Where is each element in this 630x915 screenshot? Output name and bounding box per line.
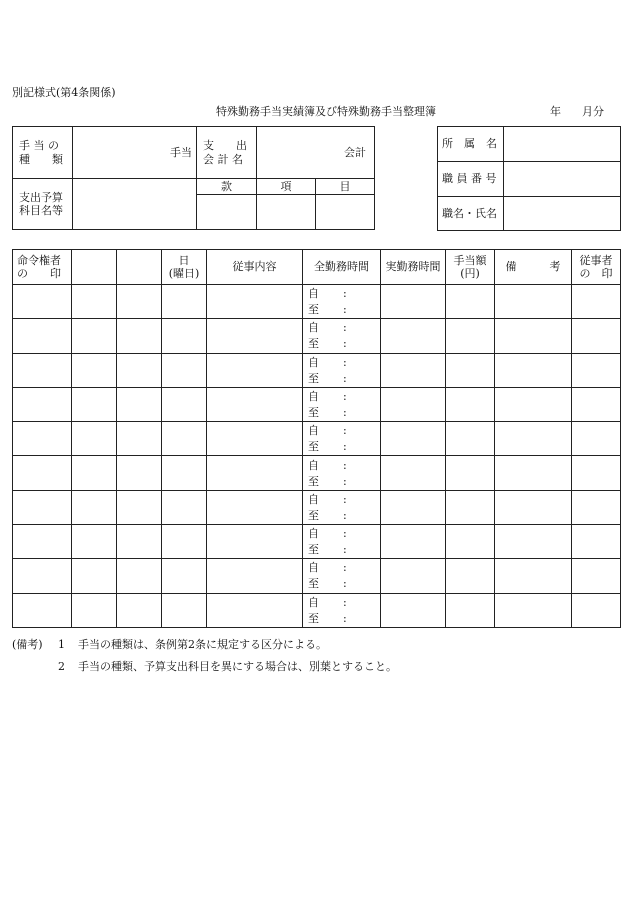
day-cell[interactable] — [162, 353, 207, 387]
approver-seal-cell[interactable] — [13, 387, 72, 421]
moku-field[interactable] — [316, 195, 375, 230]
allowance-amount-cell[interactable] — [446, 525, 495, 559]
blank-cell-1[interactable] — [72, 525, 117, 559]
actual-hours-cell[interactable] — [381, 319, 446, 353]
from-label: 自 — [308, 458, 319, 472]
actual-hours-cell[interactable] — [381, 422, 446, 456]
from-colon: : — [343, 595, 347, 609]
duty-content-cell[interactable] — [207, 387, 303, 421]
table-row — [13, 319, 621, 353]
to-colon: : — [343, 303, 347, 317]
to-colon: : — [343, 577, 347, 591]
notes-label: (備考) — [12, 638, 43, 651]
duty-content-cell[interactable] — [207, 593, 303, 627]
to-label: 至 — [308, 577, 319, 591]
duty-content-cell[interactable] — [207, 285, 303, 319]
record-table — [12, 249, 621, 628]
note-1-text: 手当の種類は、条例第2条に規定する区分による。 — [78, 638, 327, 651]
table-row — [13, 559, 621, 593]
approver-seal-cell[interactable] — [13, 490, 72, 524]
total-hours-cell[interactable] — [303, 593, 381, 627]
actual-hours-cell[interactable] — [381, 593, 446, 627]
worker-seal-cell[interactable] — [572, 456, 621, 490]
allowance-type-label: 手 当 の 種 類 — [13, 127, 73, 179]
actual-hours-cell[interactable] — [381, 490, 446, 524]
table-row — [13, 525, 621, 559]
expenditure-account-field[interactable] — [257, 127, 375, 179]
header-blank-2 — [117, 250, 162, 285]
approver-seal-cell[interactable] — [13, 559, 72, 593]
from-colon: : — [343, 321, 347, 335]
from-label: 自 — [308, 287, 319, 301]
from-colon: : — [343, 424, 347, 438]
budget-item-label: 支出予算 科目名等 — [13, 179, 73, 230]
from-label: 自 — [308, 389, 319, 403]
remarks-cell[interactable] — [495, 422, 572, 456]
from-colon: : — [343, 527, 347, 541]
total-hours-cell[interactable] — [303, 559, 381, 593]
allowance-amount-cell[interactable] — [446, 456, 495, 490]
duty-content-cell[interactable] — [207, 353, 303, 387]
worker-seal-cell[interactable] — [572, 593, 621, 627]
day-cell[interactable] — [162, 422, 207, 456]
to-colon: : — [343, 337, 347, 351]
worker-seal-cell[interactable] — [572, 285, 621, 319]
total-hours-cell[interactable] — [303, 525, 381, 559]
approver-seal-cell[interactable] — [13, 593, 72, 627]
actual-hours-cell[interactable] — [381, 285, 446, 319]
header-allowance-amount: 手当額 (円) — [446, 250, 495, 285]
blank-cell-2[interactable] — [117, 387, 162, 421]
header-worker-seal: 従事者 の 印 — [572, 250, 621, 285]
day-cell[interactable] — [162, 319, 207, 353]
actual-hours-cell[interactable] — [381, 559, 446, 593]
approver-seal-cell[interactable] — [13, 319, 72, 353]
day-cell[interactable] — [162, 490, 207, 524]
table-row — [13, 490, 621, 524]
total-hours-cell[interactable] — [303, 456, 381, 490]
note-1 — [12, 634, 397, 656]
blank-cell-1[interactable] — [72, 593, 117, 627]
allowance-amount-cell[interactable] — [446, 285, 495, 319]
position-name-label: 職名・氏名 — [438, 197, 504, 231]
blank-cell-2[interactable] — [117, 525, 162, 559]
day-cell[interactable] — [162, 593, 207, 627]
note-1-number: 1 — [58, 638, 65, 651]
note-2-text: 手当の種類、予算支出科目を異にする場合は、別葉とすること。 — [78, 660, 397, 673]
month-label: 月分 — [582, 105, 604, 118]
worker-seal-cell[interactable] — [572, 387, 621, 421]
blank-cell-2[interactable] — [117, 490, 162, 524]
to-label: 至 — [308, 371, 319, 385]
department-label: 所 属 名 — [438, 127, 504, 162]
allowance-amount-cell[interactable] — [446, 559, 495, 593]
to-label: 至 — [308, 508, 319, 522]
employee-number-label: 職 員 番 号 — [438, 162, 504, 197]
to-label: 至 — [308, 543, 319, 557]
duty-content-cell[interactable] — [207, 422, 303, 456]
blank-cell-1[interactable] — [72, 353, 117, 387]
from-colon: : — [343, 458, 347, 472]
allowance-amount-cell[interactable] — [446, 422, 495, 456]
blank-cell-2[interactable] — [117, 319, 162, 353]
from-label: 自 — [308, 527, 319, 541]
blank-cell-2[interactable] — [117, 559, 162, 593]
table-row — [13, 387, 621, 421]
duty-content-cell[interactable] — [207, 525, 303, 559]
actual-hours-cell[interactable] — [381, 353, 446, 387]
to-colon: : — [343, 371, 347, 385]
to-colon: : — [343, 508, 347, 522]
blank-cell-1[interactable] — [72, 319, 117, 353]
kan-label: 款 — [197, 179, 257, 195]
department-field[interactable] — [504, 127, 621, 162]
table-row — [13, 456, 621, 490]
employee-info-table — [437, 126, 621, 231]
from-colon: : — [343, 355, 347, 369]
total-hours-cell[interactable] — [303, 319, 381, 353]
allowance-amount-cell[interactable] — [446, 593, 495, 627]
to-label: 至 — [308, 611, 319, 625]
kou-field[interactable] — [257, 195, 316, 230]
total-hours-cell[interactable] — [303, 490, 381, 524]
blank-cell-1[interactable] — [72, 490, 117, 524]
allowance-amount-cell[interactable] — [446, 387, 495, 421]
blank-cell-1[interactable] — [72, 422, 117, 456]
from-colon: : — [343, 492, 347, 506]
duty-content-cell[interactable] — [207, 559, 303, 593]
day-cell[interactable] — [162, 525, 207, 559]
blank-cell-2[interactable] — [117, 353, 162, 387]
day-cell[interactable] — [162, 559, 207, 593]
note-2-number: 2 — [58, 660, 65, 673]
to-colon: : — [343, 611, 347, 625]
blank-cell-2[interactable] — [117, 285, 162, 319]
to-label: 至 — [308, 440, 319, 454]
approver-seal-cell[interactable] — [13, 353, 72, 387]
from-label: 自 — [308, 321, 319, 335]
duty-content-cell[interactable] — [207, 319, 303, 353]
to-label: 至 — [308, 303, 319, 317]
approver-seal-cell[interactable] — [13, 422, 72, 456]
approver-seal-cell[interactable] — [13, 285, 72, 319]
from-label: 自 — [308, 424, 319, 438]
blank-cell-1[interactable] — [72, 559, 117, 593]
year-label: 年 — [550, 105, 561, 118]
total-hours-cell[interactable] — [303, 387, 381, 421]
worker-seal-cell[interactable] — [572, 525, 621, 559]
blank-cell-1[interactable] — [72, 285, 117, 319]
approver-seal-cell[interactable] — [13, 456, 72, 490]
remarks-cell[interactable] — [495, 525, 572, 559]
header-actual-hours: 実勤務時間 — [381, 250, 446, 285]
blank-cell-2[interactable] — [117, 593, 162, 627]
header-remarks: 備 考 — [495, 250, 572, 285]
from-label: 自 — [308, 561, 319, 575]
actual-hours-cell[interactable] — [381, 456, 446, 490]
remarks-cell[interactable] — [495, 353, 572, 387]
kou-label: 項 — [257, 179, 316, 195]
table-row — [13, 353, 621, 387]
account-suffix: 会計 — [344, 145, 366, 159]
remarks-cell[interactable] — [495, 490, 572, 524]
allowance-suffix: 手当 — [170, 145, 192, 159]
to-colon: : — [343, 474, 347, 488]
duty-content-cell[interactable] — [207, 456, 303, 490]
page-title: 特殊勤務手当実績簿及び特殊勤務手当整理簿 — [216, 105, 436, 118]
worker-seal-cell[interactable] — [572, 319, 621, 353]
total-hours-cell[interactable] — [303, 422, 381, 456]
blank-cell-1[interactable] — [72, 387, 117, 421]
header-duty-content: 従事内容 — [207, 250, 303, 285]
note-2 — [12, 656, 397, 678]
form-label: 別記様式(第4条関係) — [12, 86, 116, 99]
remarks-cell[interactable] — [495, 285, 572, 319]
expenditure-account-label: 支 出 会 計 名 — [197, 127, 257, 179]
from-colon: : — [343, 287, 347, 301]
header-blank-1 — [72, 250, 117, 285]
day-cell[interactable] — [162, 387, 207, 421]
remarks-cell[interactable] — [495, 559, 572, 593]
worker-seal-cell[interactable] — [572, 353, 621, 387]
duty-content-cell[interactable] — [207, 490, 303, 524]
approver-seal-cell[interactable] — [13, 525, 72, 559]
allowance-info-table — [12, 126, 375, 230]
remarks-cell[interactable] — [495, 319, 572, 353]
allowance-amount-cell[interactable] — [446, 353, 495, 387]
blank-cell-1[interactable] — [72, 456, 117, 490]
to-label: 至 — [308, 405, 319, 419]
moku-label: 目 — [316, 179, 375, 195]
allowance-amount-cell[interactable] — [446, 490, 495, 524]
to-label: 至 — [308, 337, 319, 351]
actual-hours-cell[interactable] — [381, 387, 446, 421]
remarks-cell[interactable] — [495, 387, 572, 421]
to-colon: : — [343, 405, 347, 419]
from-colon: : — [343, 561, 347, 575]
header-approver-seal: 命令権者 の 印 — [13, 250, 72, 285]
remarks-cell[interactable] — [495, 456, 572, 490]
worker-seal-cell[interactable] — [572, 490, 621, 524]
from-label: 自 — [308, 595, 319, 609]
budget-item-field[interactable] — [73, 179, 197, 230]
day-cell[interactable] — [162, 456, 207, 490]
kan-field[interactable] — [197, 195, 257, 230]
employee-number-field[interactable] — [504, 162, 621, 197]
from-label: 自 — [308, 492, 319, 506]
from-label: 自 — [308, 355, 319, 369]
actual-hours-cell[interactable] — [381, 525, 446, 559]
table-row — [13, 422, 621, 456]
position-name-field[interactable] — [504, 197, 621, 231]
table-row — [13, 285, 621, 319]
to-colon: : — [343, 543, 347, 557]
day-cell[interactable] — [162, 285, 207, 319]
header-day: 日 (曜日) — [162, 250, 207, 285]
to-colon: : — [343, 440, 347, 454]
allowance-amount-cell[interactable] — [446, 319, 495, 353]
remarks-cell[interactable] — [495, 593, 572, 627]
worker-seal-cell[interactable] — [572, 559, 621, 593]
blank-cell-2[interactable] — [117, 422, 162, 456]
from-colon: : — [343, 389, 347, 403]
header-total-hours: 全勤務時間 — [303, 250, 381, 285]
blank-cell-2[interactable] — [117, 456, 162, 490]
total-hours-cell[interactable] — [303, 353, 381, 387]
total-hours-cell[interactable] — [303, 285, 381, 319]
allowance-type-field[interactable] — [73, 127, 197, 179]
table-row — [13, 593, 621, 627]
to-label: 至 — [308, 474, 319, 488]
worker-seal-cell[interactable] — [572, 422, 621, 456]
notes — [12, 634, 397, 678]
